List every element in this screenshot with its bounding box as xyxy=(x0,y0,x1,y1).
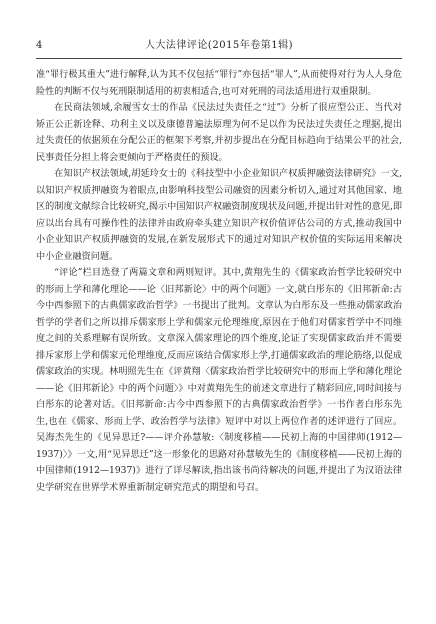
body-text xyxy=(36,67,402,496)
running-head: 人大法律评论(2015年卷第1辑) xyxy=(144,40,294,51)
paragraph: 准“罪行极其重大”进行解释,认为其不仅包括“罪行”亦包括“罪人”,从而使得对行为人人身危险性的判断不仅与死刑限制适用的初衷相适合,也可对死刑的司法适用进行双重限制。 xyxy=(36,70,402,97)
page-number: 4 xyxy=(36,40,43,51)
paragraph: 在知识产权法领域,胡延玲女士的《科技型中小企业知识产权质押融资法律研究》一文,以知识产权质押融资为着眼点,由影响科技型公司融资的因素分析切入,通过对其他国家、地区的制度文献综合比较研究,揭示中国知识产权融资制度现状及问题,并提出针对性的意见,即应以出台具有可操作性的法律并由政府牵头建立知识产权价值评估公司的方式,推动我国中小企业知识产权质押融资的发展,在新发展形式下的通过对知识产权价值的实际运用来解决中小企业融资问题。 xyxy=(36,169,402,262)
page-header xyxy=(36,38,402,54)
paragraph: “评论”栏目选登了两篇文章和两则短评。其中,黄翔先生的《儒家政治哲学比较研究中的形而上学和薄化理论——论〈旧邦新论〉中的两个问题》一文,就白彤东的《旧邦新命:古今中西参照下的古典儒家政治哲学》一书提出了批判。文章认为白彤东及一些推动儒家政治哲学的学者们之所以排斥儒家形上学和儒家元伦理维度,原因在于他们对儒家哲学中不同维度之间的关系理解有误所致。文章深入儒家理论的四个维度,论证了实现儒家政治并不需要排斥家形上学和儒家元伦理维度,反而应该结合儒家形上学,打通儒家政治的理论筋络,以促成儒家政治的实现。林明照先生在《评黄翔〈儒家政治哲学比较研究中的形而上学和薄化理论——论《旧邦新论》中的两个问题〉》中对黄翔先生的前述文章进行了精彩回应,同时间接与白彤东的论著对话。《旧邦新命:古今中西参照下的古典儒家政治哲学》一书作者白彤东先生,也在《儒家、形而上学、政治哲学与法律》短评中对以上两位作者的述评进行了回应。吴海杰先生的《见异思迁?——评介孙慧敏:〈制度移植——民初上海的中国律师(1912—1937)〉》一文,用“见异思迁”这一形象化的思路对孙慧敏先生的《制度移植——民初上海的中国律师(1912—1937)》进行了详尽解读,指出该书尚待解决的问题,并提出了为汉语法律史学研究在世界学术界重新制定研究范式的期望和号召。 xyxy=(36,268,402,493)
header-rule xyxy=(36,58,402,59)
paragraph: 在民商法领域,余履雪女士的作品《民法过失责任之“过”》分析了很应型公正、当代对矫正公正新诠释、功利主义以及康德普遍法原理为何不足以作为民法过失责任之理据,提出过失责任的依据须在分配公正的框架下考察,并初步提出在分配目标趋向于结果公平的社会,民事责任分担上将会更倾向于严格责任的预设。 xyxy=(36,103,402,163)
